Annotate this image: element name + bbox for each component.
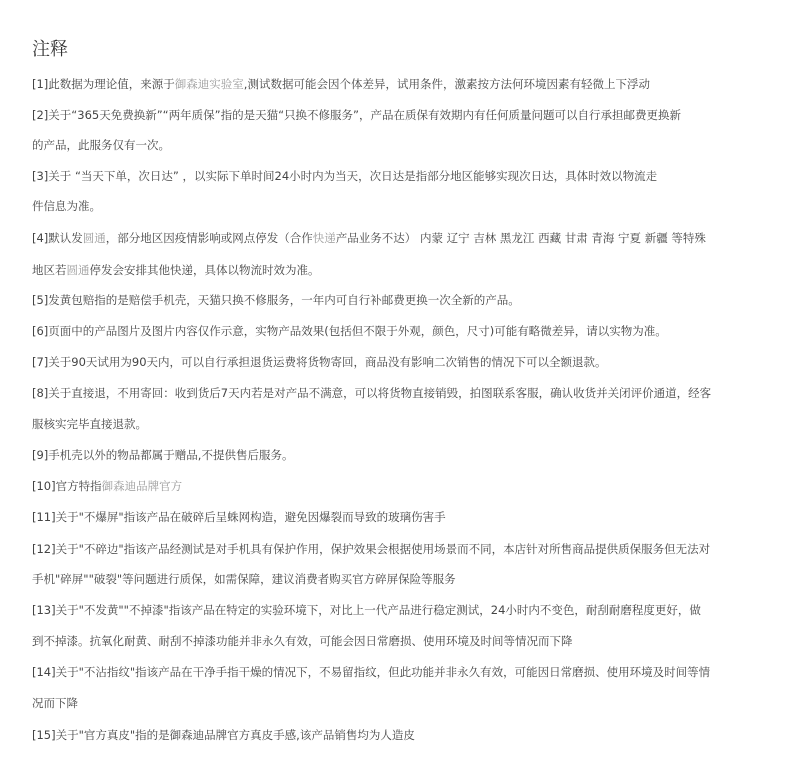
- note-text: ，部分地区因疫情影响或网点停发（合作: [105, 231, 313, 245]
- note-line: [32, 633, 573, 649]
- note-text: 产品业务不达） 内蒙 辽宁 吉林 黑龙江 西藏 甘肃 青海 宁夏 新疆 等特殊: [335, 231, 706, 245]
- note-line: [32, 76, 650, 92]
- note-line: [32, 107, 681, 123]
- note-line: [32, 602, 701, 618]
- note-text: [15]关于"官方真皮"指的是御森迪品牌官方真皮手感,该产品销售均为人造皮: [32, 728, 415, 742]
- note-line: [32, 262, 320, 278]
- note-line: [32, 478, 182, 494]
- note-text: [10]官方特指: [32, 479, 102, 493]
- note-line: [32, 292, 520, 308]
- note-highlight: 圆通: [66, 263, 90, 277]
- note-line: [32, 509, 446, 525]
- note-text: [6]页面中的产品图片及图片内容仅作示意，实物产品效果(包括但不限于外观，颜色，尺寸)可能有略微差异，请以实物为准。: [32, 324, 667, 338]
- note-line: [32, 230, 706, 246]
- note-line: [32, 137, 170, 153]
- note-line: [32, 198, 101, 214]
- note-line: [32, 354, 607, 370]
- note-highlight: 快递: [312, 231, 336, 245]
- note-text: [8]关于直接退，不用寄回：收到货后7天内若是对产品不满意，可以将货物直接销毁，拍图联系客服，确认收货并关闭评价通道，经客: [32, 386, 712, 400]
- note-text: 服核实完毕直接退款。: [32, 417, 147, 431]
- note-highlight: 圆通: [82, 231, 106, 245]
- note-text: 的产品，此服务仅有一次。: [32, 138, 170, 152]
- note-text: ,测试数据可能会因个体差异，试用条件，激素按方法何环境因素有轻微上下浮动: [243, 77, 650, 91]
- note-text: [3]关于 “当天下单，次日达” ，以实际下单时间24小时内为当天，次日达是指部分地区能够实现次日达，具体时效以物流走: [32, 169, 658, 183]
- note-text: [4]默认发: [32, 231, 83, 245]
- section-title: 注释: [32, 39, 68, 60]
- note-line: [32, 323, 667, 339]
- note-line: [32, 385, 711, 401]
- note-text: [12]关于"不碎边"指该产品经测试是对手机具有保护作用，保护效果会根据使用场景而不同，本店针对所售商品提供质保服务但无法对: [32, 542, 711, 556]
- note-line: [32, 727, 415, 743]
- note-line: [32, 168, 657, 184]
- note-line: [32, 695, 78, 711]
- note-text: [7]关于90天试用为90天内，可以自行承担退货运费将货物寄回，商品没有影响二次销售的情况下可以全额退款。: [32, 355, 607, 369]
- note-line: [32, 447, 293, 463]
- note-text: 件信息为准。: [32, 199, 101, 213]
- note-text: [14]关于"不沾指纹"指该产品在干净手指干燥的情况下，不易留指纹，但此功能并非永久有效，可能因日常磨损、使用环境及时间等情: [32, 665, 711, 679]
- note-text: 地区若: [32, 263, 67, 277]
- note-text: [9]手机壳以外的物品都属于赠品,不提供售后服务。: [32, 448, 294, 462]
- note-text: 手机"碎屏""破裂"等问题进行质保，如需保障，建议消费者购买官方碎屏保险等服务: [32, 572, 456, 586]
- note-text: 停发会安排其他快递，具体以物流时效为准。: [89, 263, 320, 277]
- note-text: [2]关于“365天免费换新”“两年质保”指的是天猫“只换不修服务”，产品在质保有效期内有任何质量问题可以自行承担邮费更换新: [32, 108, 681, 122]
- note-text: [1]此数据为理论值，来源于: [32, 77, 175, 91]
- note-line: [32, 416, 147, 432]
- note-highlight: 御森迪品牌官方: [101, 479, 183, 493]
- note-line: [32, 541, 710, 557]
- note-text: [5]发黄包赔指的是赔偿手机壳，天猫只换不修服务，一年内可自行补邮费更换一次全新的产品。: [32, 293, 520, 307]
- note-text: [13]关于"不发黄""不掉漆"指该产品在特定的实验环境下，对比上一代产品进行稳定测试，24小时内不变色，耐刮耐磨程度更好，做: [32, 603, 701, 617]
- note-text: 到不掉漆。抗氧化耐黄、耐刮不掉漆功能并非永久有效，可能会因日常磨损、使用环境及时间等情况而下降: [32, 634, 573, 648]
- note-line: [32, 664, 710, 680]
- note-line: [32, 571, 456, 587]
- note-text: [11]关于"不爆屏"指该产品在破碎后呈蛛网构造，避免因爆裂而导致的玻璃伤害手: [32, 510, 446, 524]
- note-highlight: 御森迪实验室: [174, 77, 244, 91]
- note-text: 况而下降: [32, 696, 78, 710]
